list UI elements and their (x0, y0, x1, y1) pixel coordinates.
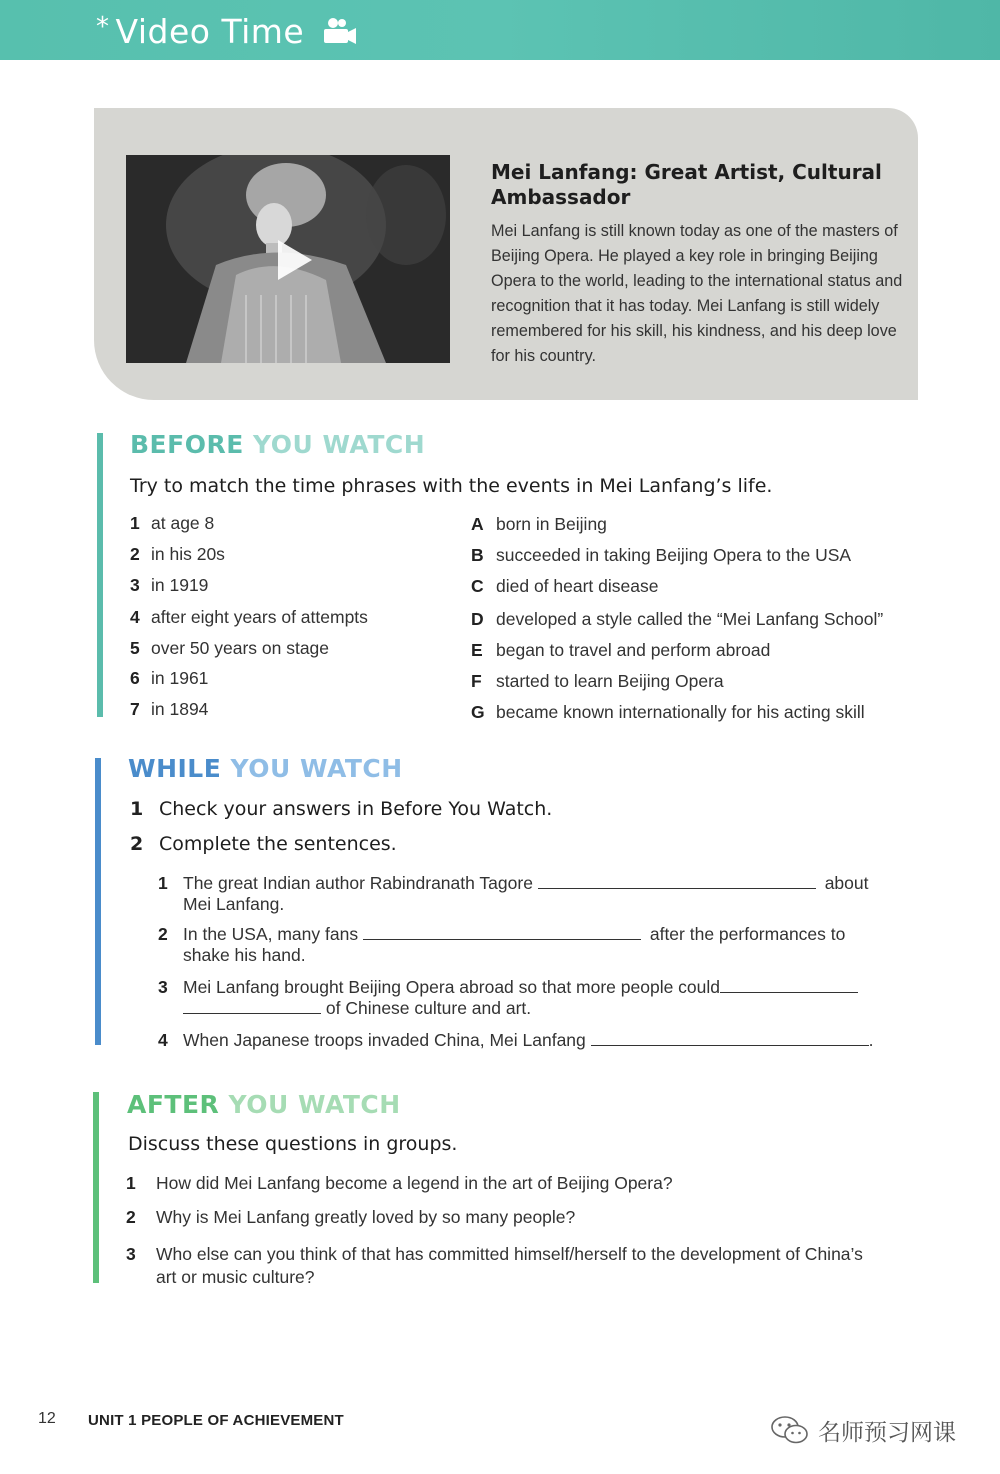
while-section-bar (95, 758, 101, 1045)
sentence-item (158, 924, 898, 966)
event-item (471, 702, 865, 723)
answer-blank[interactable] (538, 875, 816, 889)
event-item (471, 514, 607, 535)
question-text: How did Mei Lanfang become a legend in the art of Beijing Opera? (156, 1173, 673, 1193)
page-number: 12 (38, 1410, 56, 1427)
event-text: developed a style called the “Mei Lanfang School” (496, 609, 884, 629)
event-text: born in Beijing (496, 514, 607, 534)
phrase-number: 4 (130, 607, 140, 627)
sentence-text: Mei Lanfang brought Beijing Opera abroad so that more people could (183, 977, 721, 997)
sentence-item (158, 1030, 918, 1051)
phrase-text: over 50 years on stage (151, 638, 330, 658)
phrase-text: after eight years of attempts (151, 607, 368, 627)
event-letter: C (471, 576, 484, 596)
watermark: 名师预习网课 (818, 1420, 956, 1446)
phrase-item (130, 544, 225, 565)
phrase-number: 3 (130, 575, 140, 595)
sentence-text: The great Indian author Rabindranath Tagore (183, 873, 533, 893)
answer-blank[interactable] (591, 1032, 869, 1046)
event-item (471, 609, 883, 630)
after-heading-a: AFTER (127, 1090, 220, 1119)
after-instruction: Discuss these questions in groups. (128, 1133, 458, 1155)
question-item (126, 1243, 863, 1289)
video-camera-icon (322, 16, 358, 46)
before-heading (130, 430, 425, 459)
before-heading-b: YOU WATCH (253, 430, 426, 459)
question-text: Why is Mei Lanfang greatly loved by so many people? (156, 1207, 576, 1227)
banner-title-text: Video Time (115, 12, 305, 51)
sentence-number: 2 (158, 924, 168, 944)
question-item (126, 1173, 673, 1194)
sentence-number: 3 (158, 977, 168, 997)
sentence-text: of Chinese culture and art. (325, 998, 532, 1018)
phrase-number: 5 (130, 638, 140, 658)
intro-body: Mei Lanfang is still known today as one of the masters of Beijing Opera. He played a key role in bringing Beijing Opera to the world, leading to the international status and recognition that it has today. Mei Lanfang is still widely remembered for his skill, his kindness, and his deep love for his country. (491, 222, 903, 365)
event-item (471, 640, 770, 661)
task-number: 1 (130, 798, 144, 820)
question-item (126, 1207, 575, 1228)
question-number: 3 (126, 1244, 136, 1264)
answer-blank[interactable] (363, 926, 641, 940)
phrase-text: at age 8 (151, 513, 215, 533)
event-text: began to travel and perform abroad (496, 640, 771, 660)
phrase-item (130, 638, 329, 659)
question-number: 1 (126, 1173, 136, 1193)
task-number: 2 (130, 833, 144, 855)
intro-title: Mei Lanfang: Great Artist, Cultural Ambassador (491, 160, 882, 209)
phrase-text: in 1961 (151, 668, 209, 688)
phrase-number: 1 (130, 513, 140, 533)
banner-title (96, 12, 304, 51)
phrase-text: in 1919 (151, 575, 209, 595)
event-letter: B (471, 545, 484, 565)
question-text-continued: art or music culture? (156, 1267, 315, 1287)
event-letter: A (471, 514, 484, 534)
event-letter: D (471, 609, 484, 629)
sentence-number: 1 (158, 873, 168, 893)
play-icon[interactable] (268, 236, 316, 284)
after-heading (127, 1090, 401, 1119)
before-instruction: Try to match the time phrases with the events in Mei Lanfang’s life. (130, 475, 773, 497)
event-text: died of heart disease (496, 576, 659, 596)
while-heading-a: WHILE (128, 754, 222, 783)
question-text: Who else can you think of that has committed himself/herself to the development of China’s (156, 1244, 863, 1264)
event-item (471, 671, 724, 692)
wechat-icon (770, 1414, 810, 1446)
question-number: 2 (126, 1207, 136, 1227)
event-text: started to learn Beijing Opera (496, 671, 724, 691)
event-letter: F (471, 671, 482, 691)
phrase-number: 6 (130, 668, 140, 688)
sentence-text: . (868, 1030, 874, 1050)
phrase-item (130, 699, 208, 720)
sentence-text: In the USA, many fans (183, 924, 359, 944)
task-text: Complete the sentences. (159, 833, 397, 855)
phrase-item (130, 607, 368, 628)
answer-blank[interactable] (720, 979, 858, 993)
event-item (471, 576, 658, 597)
sentence-text: about (824, 873, 869, 893)
after-section-bar (93, 1092, 99, 1283)
banner-star: * (96, 12, 110, 42)
phrase-number: 2 (130, 544, 140, 564)
unit-label: UNIT 1 PEOPLE OF ACHIEVEMENT (88, 1412, 344, 1429)
event-letter: E (471, 640, 483, 660)
sentence-text: When Japanese troops invaded China, Mei Lanfang (183, 1030, 586, 1050)
task-text: Check your answers in Before You Watch. (159, 798, 553, 820)
while-heading-b: YOU WATCH (230, 754, 403, 783)
phrase-number: 7 (130, 699, 140, 719)
event-text: succeeded in taking Beijing Opera to the USA (496, 545, 852, 565)
after-heading-b: YOU WATCH (228, 1090, 401, 1119)
before-heading-a: BEFORE (130, 430, 244, 459)
phrase-text: in his 20s (151, 544, 225, 564)
phrase-item (130, 668, 208, 689)
sentence-item (158, 977, 918, 1019)
sentence-number: 4 (158, 1030, 168, 1050)
event-letter: G (471, 702, 485, 722)
sentence-text: Mei Lanfang. (183, 894, 285, 914)
sentence-item (158, 873, 898, 915)
header-banner (0, 0, 1000, 60)
event-item (471, 545, 851, 566)
while-task (130, 833, 397, 855)
phrase-item (130, 513, 214, 534)
phrase-text: in 1894 (151, 699, 209, 719)
phrase-item (130, 575, 208, 596)
sentence-text: after the performances to (649, 924, 846, 944)
sentence-text: shake his hand. (183, 945, 306, 965)
while-task (130, 798, 552, 820)
event-text: became known internationally for his acting skill (496, 702, 865, 722)
while-heading (128, 754, 403, 783)
before-section-bar (97, 433, 103, 717)
answer-blank[interactable] (183, 1000, 321, 1014)
